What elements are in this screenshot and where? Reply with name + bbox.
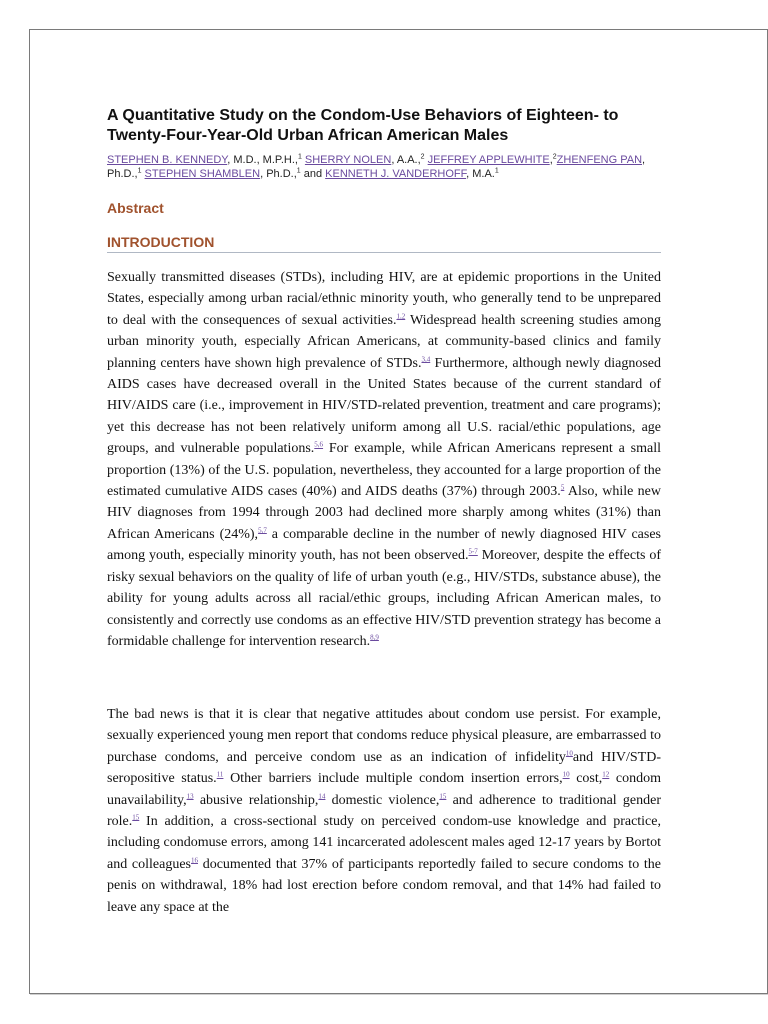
citation-link[interactable]: 5,6: [314, 440, 324, 449]
affiliation-marker: 2: [420, 153, 425, 161]
affiliation-marker: 1: [137, 167, 142, 175]
author-degree: , Ph.D.,: [107, 154, 646, 180]
citation-link[interactable]: 5,7: [258, 526, 267, 535]
author-link[interactable]: ZHENFENG PAN: [556, 154, 643, 166]
body-text: documented that 37% of participants reportedly failed to secure condoms to the penis on withdrawal, 18% had lost erection before condom removal, and that 14% had failed to leave any space at the: [107, 856, 662, 915]
body-text: a comparable decline in the number of newly diagnosed HIV cases among youth, especially minority youth, has not been observed.: [107, 526, 662, 564]
body-text: and HIV/STD-seropositive status.: [107, 749, 661, 787]
affiliation-marker: 1: [297, 153, 302, 161]
author-degree: , M.D., M.P.H.,: [227, 154, 298, 166]
body-text: Sexually transmitted diseases (STDs), including HIV, are at epidemic proportions in the United States, especially among urban racial/ethnic minority youth, who generally tend to be unprepared to deal with the consequences of sexual activities.: [107, 270, 661, 328]
affiliation-marker: 1: [494, 167, 499, 175]
citation-link[interactable]: 15: [439, 791, 447, 800]
body-text: Moreover, despite the effects of risky sexual behaviors on the quality of life of urban youth (e.g., HIV/STDs, substance abuse), the ability for young adults across all racial/ethic groups, including African American males, to consistently and correctly use condoms as an effective HIV/STD prevention strategy has become a formidable challenge for intervention research.: [107, 548, 661, 649]
article-content: [107, 106, 662, 915]
citation-link[interactable]: 10: [565, 749, 573, 758]
author-degree: , Ph.D.,: [260, 168, 297, 180]
abstract-heading[interactable]: Abstract: [107, 200, 164, 216]
author-link[interactable]: STEPHEN B. KENNEDY: [107, 154, 228, 166]
body-text: cost,: [569, 771, 603, 787]
body-text: abusive relationship,: [193, 792, 319, 808]
author-list: [107, 153, 661, 181]
body-text: Widespread health screening studies among urban minority youth, especially African Americans, at community-based clinics and family planning centers have shown high prevalence of STDs.: [107, 312, 661, 371]
author-link[interactable]: SHERRY NOLEN: [304, 154, 392, 166]
affiliation-marker: 2: [552, 153, 557, 161]
citation-link[interactable]: 16: [191, 856, 198, 865]
citation-link[interactable]: 8,9: [370, 633, 379, 642]
article-title: A Quantitative Study on the Condom-Use Behaviors of Eighteen- to Twenty-Four-Year-Old Urban African American Males: [107, 107, 619, 144]
citation-link[interactable]: 5: [560, 483, 565, 492]
intro-paragraph-2: [107, 704, 661, 918]
author-degree: ,: [549, 154, 553, 166]
body-text: Also, while new HIV diagnoses from 1994 through 2003 had declined more sharply among whites (31%) than African Americans (24%),: [107, 484, 662, 542]
citation-link[interactable]: 10: [562, 770, 570, 779]
citation-link[interactable]: 1,2: [396, 312, 406, 321]
author-link[interactable]: STEPHEN SHAMBLEN: [144, 168, 261, 180]
affiliation-marker: 1: [296, 167, 301, 175]
citation-link[interactable]: 13: [186, 791, 194, 800]
citation-link[interactable]: 12: [602, 770, 610, 779]
author-degree: , A.A.,: [391, 154, 421, 166]
author-link[interactable]: KENNETH J. VANDERHOFF: [325, 168, 467, 180]
body-text: Other barriers include multiple condom insertion errors,: [223, 771, 563, 787]
body-text: Furthermore, although newly diagnosed AIDS cases have decreased overall in the United States because of the current standard of HIV/AIDS care (i.e., improvement in HIV/STD-related prevention, treatment and care programs); yet this decrease has not been relatively uniform among all U.S. racial/ethic populations, age groups, and vulnerable populations.: [107, 355, 661, 457]
citation-link[interactable]: 14: [318, 791, 326, 800]
body-text: The bad news is that it is clear that negative attitudes about condom use persist. For example, sexually experienced young men report that condoms reduce physical pleasure, are embarrassed to purchase condoms, and perceive condom use as an indication of infidelity: [107, 707, 661, 765]
author-degree: , M.A.: [466, 168, 495, 180]
citation-link[interactable]: 3,4: [421, 354, 431, 363]
body-text: domestic violence,: [325, 792, 440, 808]
citation-link[interactable]: 15: [132, 813, 140, 822]
author-link[interactable]: JEFFREY APPLEWHITE: [427, 154, 550, 166]
citation-link[interactable]: 5-7: [468, 547, 478, 556]
citation-link[interactable]: 11: [216, 770, 224, 779]
body-text: In addition, a cross-sectional study on perceived condom-use knowledge and practice, including condomuse errors, among 141 incarcerated adolescent males aged 12-17 years by Bortot and colleagues: [107, 814, 661, 872]
body-text: condom unavailability,: [107, 771, 661, 808]
author-separator: and: [300, 168, 326, 180]
intro-paragraph-1: [107, 267, 661, 652]
body-text: For example, while African Americans represent a small proportion (13%) of the U.S. population, nevertheless, they accounted for a large proportion of the estimated cumulative AIDS cases (40%) and AIDS deaths (37%) through 2003.: [107, 441, 662, 500]
body-text: and adherence to traditional gender role.: [107, 792, 661, 830]
introduction-heading: INTRODUCTION: [107, 234, 661, 253]
